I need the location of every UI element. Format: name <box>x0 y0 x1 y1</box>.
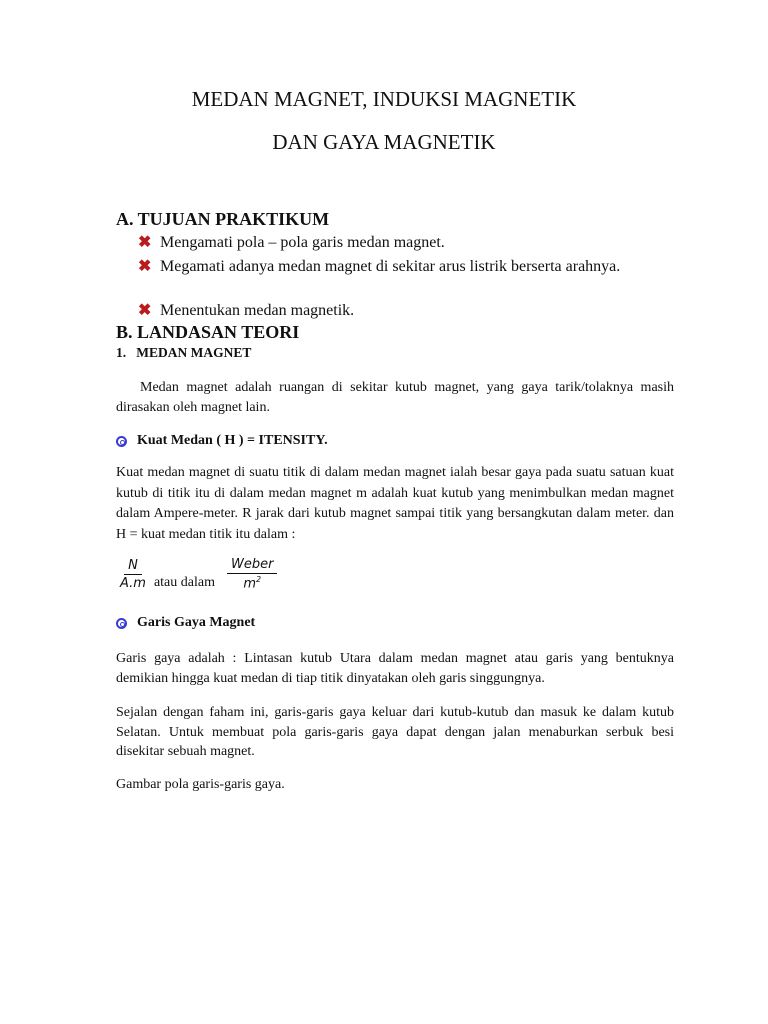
paragraph: Kuat medan magnet di suatu titik di dalam medan magnet ialah besar gaya pada suatu satuan kuat kutub di titik itu di dalam medan magnet m adalah kuat kutub yang menimbulkan medan magnet dalam Ampere-meter. R jarak dari kutub magnet sampai titik yang bersangkutan dalam meter. dan H = kuat medan titik itu dalam : <box>116 465 674 542</box>
paragraph: Sejalan dengan faham ini, garis-garis gaya keluar dari kutub-kutub dan masuk ke dalam kutub Selatan. Untuk membuat pola garis-garis gaya dapat dengan jalan menaburkan serbuk besi disekitar sebuah magnet. <box>116 705 674 759</box>
cross-icon: ✖ <box>138 302 152 319</box>
formula <box>120 557 277 591</box>
paragraph: Medan magnet adalah ruangan di sekitar kutub magnet, yang gaya tarik/tolaknya masih dirasakan oleh magnet lain. <box>116 380 674 415</box>
paragraph: Garis gaya adalah : Lintasan kutub Utara dalam medan magnet atau garis yang bentuknya demikian hingga kuat medan di tiap titik dinyatakan oleh garis singgungnya. <box>116 651 674 686</box>
kuat-medan-heading: Kuat Medan ( H ) = ITENSITY. <box>116 433 328 449</box>
spiral-bullet-icon <box>116 436 127 447</box>
title-line-2: DAN GAYA MAGNETIK <box>272 130 496 154</box>
fraction-weber-per-m2: $\frac{\text{Weber}}{m^2}$ <box>227 557 277 591</box>
subsection-heading: 1. MEDAN MAGNET <box>116 345 252 360</box>
section-a-heading: A. TUJUAN PRAKTIKUM <box>116 209 330 229</box>
bullet-item: ✖ Megamati adanya medan magnet di sekitar arus listrik berserta arahnya. <box>138 256 674 278</box>
spiral-bullet-icon <box>116 618 127 629</box>
bullet-item: ✖ Mengamati pola – pola garis medan magnet. <box>138 232 674 254</box>
fraction-n-per-am: $\frac{N}{A.m}$ <box>120 558 146 592</box>
formula-connector: atau dalam <box>153 575 215 591</box>
title-line-1: MEDAN MAGNET, INDUKSI MAGNETIK <box>191 87 577 111</box>
section-b-heading: B. LANDASAN TEORI <box>116 322 300 342</box>
bullet-item: ✖ Menentukan medan magnetik. <box>138 300 674 322</box>
paragraph: Gambar pola garis-garis gaya. <box>116 777 285 792</box>
garis-gaya-heading: Garis Gaya Magnet <box>116 615 255 631</box>
cross-icon: ✖ <box>138 234 152 251</box>
cross-icon: ✖ <box>138 258 152 275</box>
